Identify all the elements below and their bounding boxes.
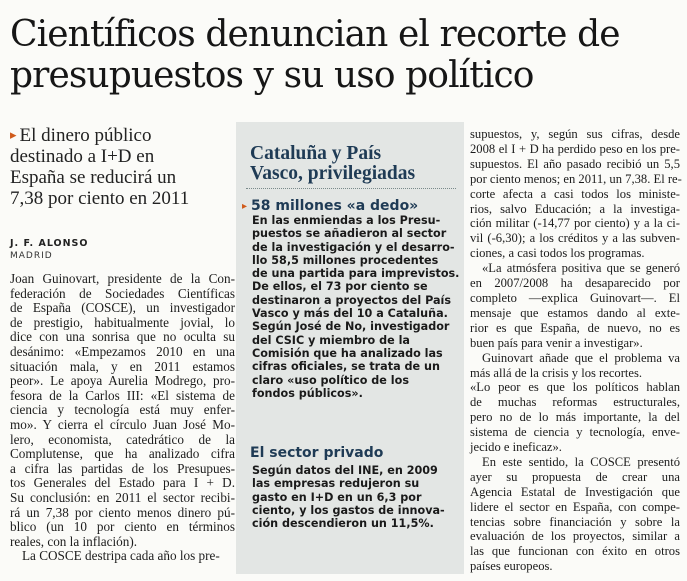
- text-line: rá un 7,38 por ciento menos dinero pú-: [10, 504, 235, 520]
- text-line: Joan Guinovart, presidente de la Con-: [10, 271, 235, 286]
- text-line: tencias sobre financiación y sobre la: [470, 514, 680, 529]
- text-line: vil (-6,30); a los créditos y a las subven-: [470, 231, 680, 246]
- text-line: peor». Le apoya Aurelia Modrego, pro-: [10, 373, 235, 389]
- text-line: países europeos.: [470, 559, 553, 574]
- location: MADRID: [10, 251, 53, 261]
- text-line: mo». Y cierra el círculo Juan José Mo-: [10, 416, 235, 432]
- text-line: blico (un 10 por ciento en términos: [10, 519, 235, 535]
- text-line: Vasco y más del 10 a Cataluña.: [252, 307, 448, 321]
- text-line: Comisión que ha analizado las: [252, 346, 443, 360]
- text-line: ciencia y tecnología está muy enfer-: [10, 402, 235, 418]
- text-line: por ciento menos; en 2011, un 7,38. El re-: [470, 171, 682, 186]
- text-line: corte afecta a casi todos los ministe-: [470, 186, 680, 201]
- text-line: Guinovart añade que el problema va: [482, 350, 680, 365]
- text-line: mensaje que estamos dando al exte-: [470, 305, 680, 320]
- text-line: puestos se añadieron al sector: [252, 227, 447, 241]
- text-line: destinaron a proyectos del País: [252, 293, 452, 307]
- article-column-left: [10, 272, 235, 564]
- sidebar-subheading: El sector privado: [250, 445, 384, 461]
- text-line: del CSIC y miembro de la: [252, 333, 410, 347]
- text-line: situación mala, y en 2011 estamos: [10, 358, 235, 374]
- text-line: a cifra las partidas de los Presupues-: [10, 460, 235, 476]
- text-line: de una partida para imprevistos.: [252, 267, 460, 281]
- subtitle-line: España se reducirá un: [10, 167, 177, 188]
- text-line: fesora de la Carlos III: «El sistema de: [10, 387, 235, 403]
- text-line: las que funcionan con éxito en otros: [470, 544, 680, 559]
- text-line: de muchas reformas estructurales,: [470, 395, 680, 410]
- subtitle-text: El dinero público: [19, 125, 152, 146]
- sidebar-section-body: [252, 214, 460, 400]
- text-line: Según datos del INE, en 2009: [252, 464, 438, 477]
- headline-line: presupuestos y su uso político: [10, 55, 534, 96]
- text-line: Agencia Estatal de Investigación que: [470, 484, 680, 499]
- text-line: ciento, y los gastos de innova-: [252, 503, 445, 517]
- article-column-right: [470, 127, 680, 574]
- text-line: En este sentido, la COSCE presentó: [482, 454, 680, 469]
- text-line: completo —explica Guinovart—. El: [470, 290, 680, 305]
- text-line: supuestos, y, según sus cifras, desde: [470, 127, 680, 141]
- text-line: de la investigación y el desarro-: [252, 240, 455, 254]
- sidebar-title: [250, 144, 415, 184]
- text-line: reales, con la inflación).: [10, 533, 138, 549]
- text-line: ciones, a casi todos los programas.: [470, 246, 645, 261]
- text-line: sistema de ciencia y tecnología, enve-: [470, 425, 680, 440]
- text-line: llo 58,5 millones procedentes: [252, 253, 439, 267]
- triangle-marker-icon: ▸: [242, 201, 248, 212]
- divider: [246, 188, 456, 189]
- text-line: La COSCE destripa cada año los pre-: [22, 548, 220, 564]
- text-line: lidere el sector en España, con compe-: [470, 499, 680, 514]
- text-line: 2008 el I + D ha perdido peso en los pre-: [470, 141, 680, 156]
- sidebar-box: [236, 122, 464, 574]
- text-line: «Lo peor es que los políticos hablan: [470, 380, 680, 395]
- text-line: gasto en I+D en un 6,3 por: [252, 490, 422, 504]
- text-line: más allá de la crisis y los recortes.: [470, 365, 643, 380]
- text-line: fondos públicos».: [252, 386, 363, 400]
- text-line: rios, salvo Educación; a la investiga-: [470, 201, 680, 216]
- triangle-marker-icon: ▸: [10, 127, 17, 142]
- text-line: dice con una sonrisa que no oculta su: [10, 329, 235, 345]
- text-line: supuestos. El año pasado recibió un 5,5: [470, 156, 680, 171]
- subtitle: [10, 124, 235, 209]
- text-line: rior es que España, de nuevo, no es: [470, 320, 680, 335]
- headline-line: Científicos denuncian el recorte de: [10, 14, 620, 55]
- byline: J. F. ALONSO: [10, 238, 89, 249]
- sidebar-subheading-text: 58 millones «a dedo»: [251, 198, 419, 214]
- headline: [10, 14, 680, 96]
- text-line: evaluación de los proyectos, similar a: [470, 529, 680, 544]
- text-line: de España (COSCE), un investigador: [10, 300, 235, 316]
- text-line: desánimo: «Empezamos 2010 en una: [10, 343, 235, 359]
- sidebar-subheading: [242, 198, 418, 215]
- text-line: tos Generales del Estado para I + D.: [10, 475, 235, 491]
- text-line: buen país para venir a investigar».: [470, 335, 643, 350]
- text-line: ayer su propuesta de crear una: [470, 469, 680, 484]
- text-line: ción descendieron un 11,5%.: [252, 517, 434, 531]
- subtitle-line: destinado a I+D en: [10, 146, 155, 167]
- text-line: De ellos, el 73 por ciento se: [252, 280, 428, 294]
- text-line: claro «uso político de los: [252, 373, 409, 387]
- sidebar-section-body: [252, 464, 452, 530]
- text-line: en 2007/2008 ha desaparecido por: [470, 276, 680, 291]
- text-line: las empresas redujeron su: [252, 477, 420, 491]
- text-line: ción militar (-14,77 por ciento) y a la ci-: [470, 216, 680, 231]
- sidebar-title-line: Cataluña y País: [250, 143, 382, 164]
- subtitle-line: 7,38 por ciento en 2011: [10, 188, 190, 209]
- subtitle-line: [10, 124, 235, 146]
- text-line: jecido e ineficaz».: [470, 440, 562, 455]
- text-line: cifras oficiales, se trata de un: [252, 360, 440, 374]
- text-line: pero no de lo más importante, la del: [470, 410, 680, 425]
- text-line: Según José de No, investigador: [252, 320, 450, 334]
- text-line: Complutense, que ha analizado cifra: [10, 446, 235, 462]
- text-line: federación de Sociedades Científicas: [10, 285, 235, 301]
- sidebar-title-line: Vasco, privilegiadas: [250, 163, 416, 184]
- text-line: Su conclusión: en 2011 el sector recibi-: [10, 489, 235, 505]
- text-line: de prestigio, habitualmente jovial, lo: [10, 314, 235, 330]
- text-line: En las enmiendas a los Presu-: [252, 214, 441, 227]
- text-line: lero, economista, catedrático de la: [10, 431, 235, 447]
- text-line: «La atmósfera positiva que se generó: [482, 261, 680, 276]
